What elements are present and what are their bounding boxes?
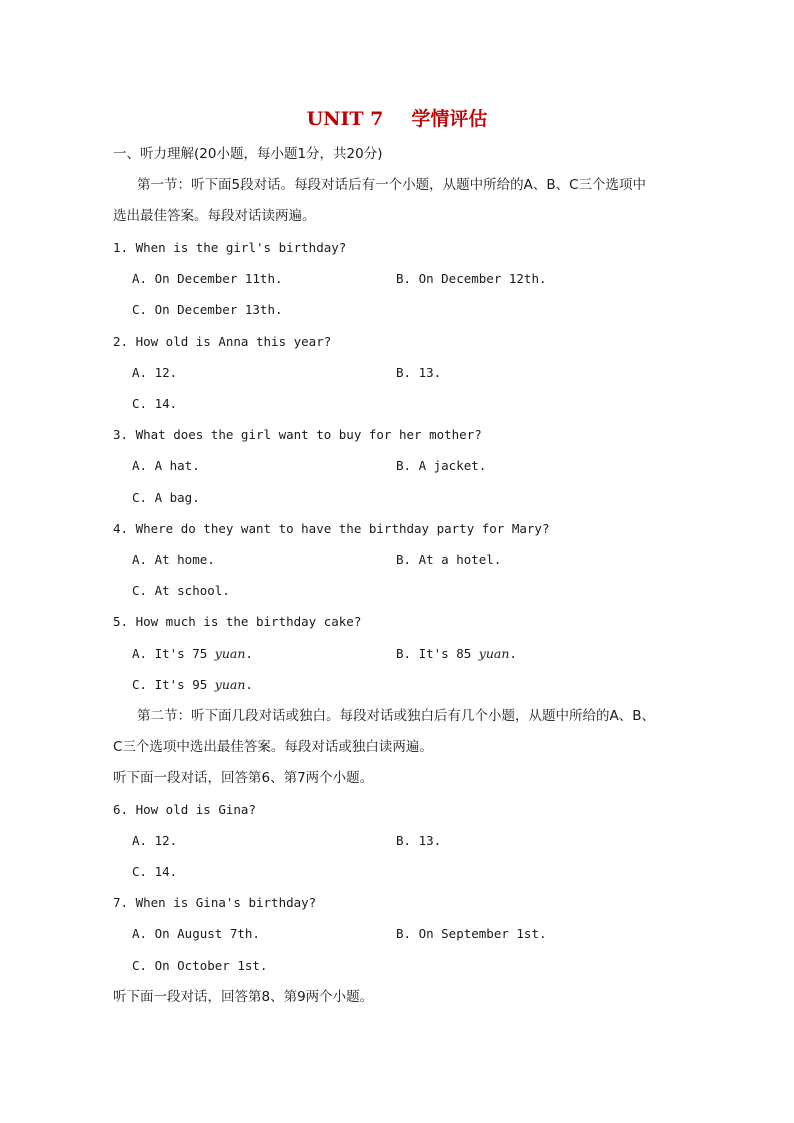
option-a: A. On August 7th. xyxy=(132,926,260,941)
question-stem: 7. When is Gina's birthday? xyxy=(113,895,317,910)
option-a: A. 12. xyxy=(132,833,178,848)
option-c-text: C. It's 95 xyxy=(132,677,215,692)
option-a: A. On December 11th. xyxy=(132,271,283,286)
option-c: C. A bag. xyxy=(132,490,200,505)
option-c xyxy=(132,677,253,693)
title-subtitle: 学情评估 xyxy=(411,108,488,130)
page-title xyxy=(0,104,794,131)
option-b: B. On September 1st. xyxy=(396,926,547,941)
option-b: B. 13. xyxy=(396,365,442,380)
question-stem: 4. Where do they want to have the birthday party for Mary? xyxy=(113,521,550,536)
period: . xyxy=(509,646,517,661)
option-b: B. At a hotel. xyxy=(396,552,502,567)
option-b: B. A jacket. xyxy=(396,458,487,473)
option-c: C. On October 1st. xyxy=(132,958,268,973)
currency-unit: yuan xyxy=(478,646,510,661)
option-b xyxy=(396,646,517,662)
period: . xyxy=(245,646,253,661)
question-stem: 5. How much is the birthday cake? xyxy=(113,614,362,629)
option-b: B. On December 12th. xyxy=(396,271,547,286)
question-stem: 6. How old is Gina? xyxy=(113,802,256,817)
section-heading: 一、听力理解(20小题，每小题1分，共20分) xyxy=(113,146,383,162)
option-c: C. 14. xyxy=(132,396,178,411)
title-unit: UNIT 7 xyxy=(306,108,384,130)
part1-instruction-line1: 第一节：听下面5段对话。每段对话后有一个小题，从题中所给的A、B、C三个选项中 xyxy=(137,177,647,193)
period: . xyxy=(245,677,253,692)
option-a xyxy=(132,646,253,662)
option-c: C. At school. xyxy=(132,583,230,598)
option-c: C. 14. xyxy=(132,864,178,879)
option-a: A. At home. xyxy=(132,552,215,567)
currency-unit: yuan xyxy=(214,677,246,692)
dialog-intro: 听下面一段对话，回答第8、第9两个小题。 xyxy=(113,989,374,1005)
part1-instruction-line2: 选出最佳答案。每段对话读两遍。 xyxy=(113,208,316,224)
option-a-text: A. It's 75 xyxy=(132,646,215,661)
option-a: A. 12. xyxy=(132,365,178,380)
option-a: A. A hat. xyxy=(132,458,200,473)
dialog-intro: 听下面一段对话，回答第6、第7两个小题。 xyxy=(113,770,374,786)
option-c: C. On December 13th. xyxy=(132,302,283,317)
question-stem: 3. What does the girl want to buy for her mother? xyxy=(113,427,482,442)
part2-instruction-line1: 第二节：听下面几段对话或独白。每段对话或独白后有几个小题，从题中所给的A、B、 xyxy=(137,708,655,724)
currency-unit: yuan xyxy=(214,646,246,661)
option-b: B. 13. xyxy=(396,833,442,848)
question-stem: 2. How old is Anna this year? xyxy=(113,334,332,349)
option-b-text: B. It's 85 xyxy=(396,646,479,661)
question-stem: 1. When is the girl's birthday? xyxy=(113,240,347,255)
part2-instruction-line2: C三个选项中选出最佳答案。每段对话或独白读两遍。 xyxy=(113,739,433,755)
